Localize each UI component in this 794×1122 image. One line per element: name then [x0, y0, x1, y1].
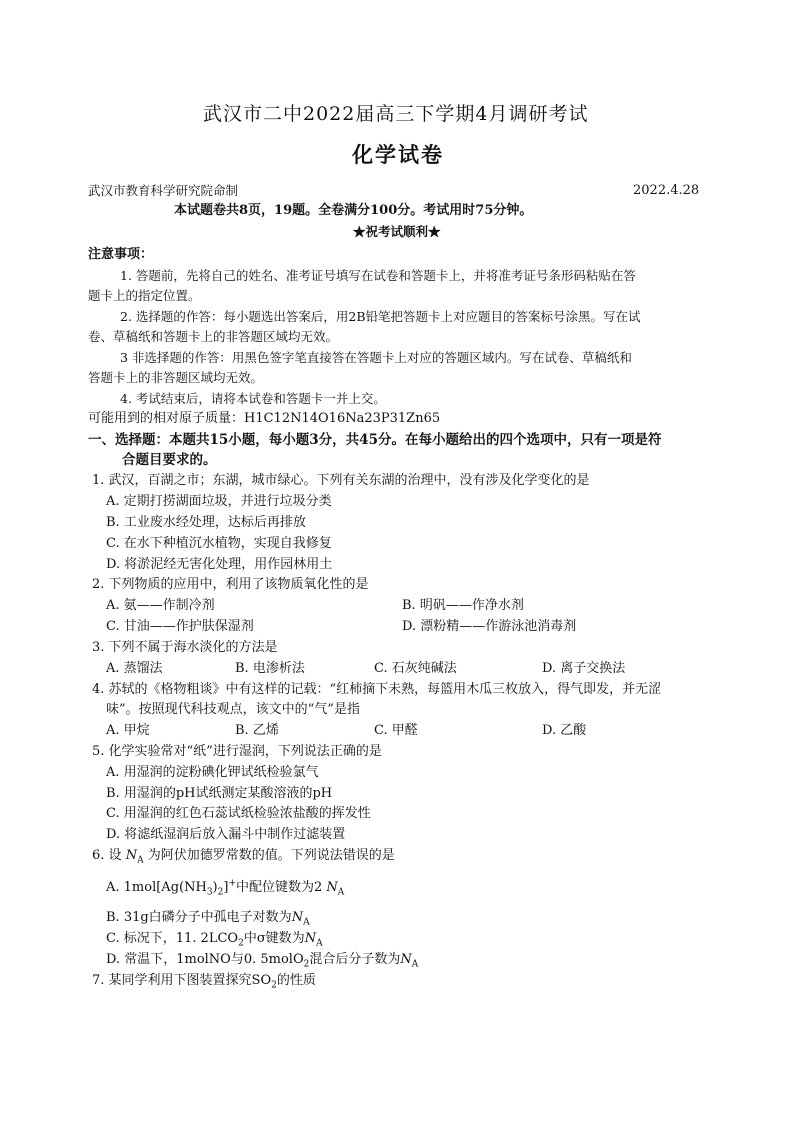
question-5-option-d: D. 将滤纸湿润后放入漏斗中制作过滤装置	[106, 827, 346, 842]
question-1-option-a: A. 定期打捞湖面垃圾，并进行垃圾分类	[106, 494, 332, 509]
avogadro-subscript: A	[137, 855, 144, 866]
question-2-option-b: B. 明矾——作净水剂	[402, 598, 524, 613]
section-1-line-1: 一、选择题：本题共15小题，每小题3分，共45分。在每小题给出的四个选项中，只有一项是符	[88, 432, 662, 448]
option-a-text: A. 1mol[Ag(NH	[106, 880, 207, 895]
question-4-stem-line-2: 味”。按照现代科技观点，该文中的“气”是指	[106, 702, 360, 717]
notes-heading: 注意事项：	[88, 247, 154, 262]
note-1a: 1. 答题前，先将自己的姓名、准考证号填写在试卷和答题卡上，并将准考证号条形码粘贴在答	[120, 268, 636, 283]
question-4-option-d: D. 乙酸	[542, 723, 587, 738]
question-4-option-c: C. 甲醛	[374, 723, 418, 738]
note-2a: 2. 选择题的作答：每小题选出答案后，用2B铅笔把答题卡上对应题目的答案标号涂黑。写在试	[120, 309, 641, 324]
avogadro-symbol: N	[400, 952, 412, 967]
option-a-paren: )	[212, 880, 218, 895]
avogadro-subscript: A	[303, 917, 310, 928]
question-3-option-c: C. 石灰纯碱法	[374, 661, 457, 676]
avogadro-subscript: A	[337, 887, 345, 898]
note-3a: 3 非选择题的作答：用黑色签字笔直接答在答题卡上对应的答题区域内。写在试卷、草稿纸和	[120, 350, 632, 365]
question-7-stem	[92, 973, 316, 989]
question-1-stem: 1. 武汉，百湖之市；东湖，城市绿心。下列有关东湖的治理中，没有涉及化学变化的是	[92, 473, 590, 488]
option-c-suffix: 中σ键数为	[243, 931, 305, 946]
question-3-option-d: D. 离子交换法	[542, 661, 626, 676]
option-a-bracket: ]	[223, 880, 229, 895]
question-5-option-c: C. 用湿润的红色石蕊试纸检验浓盐酸的挥发性	[106, 806, 371, 821]
option-d-text: D. 常温下，1molNO与0. 5molO	[106, 952, 304, 967]
avogadro-symbol: N	[291, 910, 304, 925]
question-7-stem-prefix: 7. 某同学利用下图装置探究SO	[92, 973, 272, 988]
avogadro-symbol: N	[125, 848, 138, 863]
option-c-sub: 2	[238, 938, 244, 949]
exam-date: 2022.4.28	[633, 183, 700, 198]
question-2-option-a: A. 氨——作制冷剂	[106, 598, 215, 613]
question-6-stem	[92, 848, 395, 864]
exam-title: 武汉市二中2022届高三下学期4月调研考试	[203, 103, 589, 125]
question-1-option-d: D. 将淤泥经无害化处理，用作园林用土	[106, 557, 333, 572]
exam-info: 本试题卷共8页，19题。全卷满分100分。考试用时75分钟。	[174, 203, 533, 218]
note-3b: 答题卡上的非答题区域均无效。	[88, 370, 264, 385]
option-a-suffix: 中配位键数为2	[235, 880, 323, 895]
note-2b: 卷、草稿纸和答题卡上的非答题区域均无效。	[88, 329, 339, 344]
note-1b: 题卡上的指定位置。	[88, 288, 201, 303]
option-a-charge: +	[228, 878, 236, 889]
atomic-masses: 可能用到的相对原子质量：H1C12N14O16Na23P31Zn65	[88, 411, 441, 426]
option-a-sub-2: 2	[217, 887, 224, 898]
question-2-option-c: C. 甘油——作护肤保湿剂	[106, 619, 254, 634]
question-2-stem: 2. 下列物质的应用中，利用了该物质氧化性的是	[92, 577, 369, 592]
question-1-option-c: C. 在水下种植沉水植物，实现自我修复	[106, 536, 332, 551]
avogadro-subscript: A	[411, 959, 419, 970]
section-1-line-2: 合题目要求的。	[122, 452, 217, 468]
option-d-suffix: 混合后分子数为	[309, 952, 401, 967]
option-c-text: C. 标况下，11. 2LCO	[106, 931, 239, 946]
question-3-stem: 3. 下列不属于海水淡化的方法是	[92, 640, 278, 655]
option-d-sub: 2	[303, 959, 310, 970]
exam-subtitle: 化学试卷	[352, 142, 444, 167]
question-4-option-a: A. 甲烷	[106, 723, 150, 738]
exam-wish: ★祝考试顺利★	[353, 224, 441, 239]
question-5-option-b: B. 用湿润的pH试纸测定某酸溶液的pH	[106, 786, 333, 801]
question-3-option-b: B. 电渗析法	[235, 661, 305, 676]
avogadro-symbol: N	[304, 931, 317, 946]
question-4-stem-line-1: 4. 苏轼的《格物粗谈》中有这样的记载：“红柿摘下未熟，每篮用木瓜三枚放入，得气即发，并无涩	[92, 682, 662, 697]
question-6-option-b	[106, 910, 310, 926]
question-6-stem-suffix: 为阿伏加德罗常数的值。下列说法错误的是	[147, 848, 395, 863]
question-1-option-b: B. 工业废水经处理，达标后再排放	[106, 515, 306, 530]
question-5-stem: 5. 化学实验常对“纸”进行湿润，下列说法正确的是	[92, 744, 382, 759]
question-6-option-a	[106, 880, 344, 896]
question-5-option-a: A. 用湿润的淀粉碘化钾试纸检验氯气	[106, 765, 319, 780]
question-3-option-a: A. 蒸馏法	[106, 661, 163, 676]
question-4-option-b: B. 乙烯	[235, 723, 279, 738]
question-2-option-d: D. 漂粉精——作游泳池消毒剂	[402, 619, 577, 634]
question-6-option-c	[106, 931, 323, 947]
question-6-stem-prefix: 6. 设	[92, 848, 122, 863]
question-7-sub: 2	[271, 980, 277, 991]
avogadro-symbol: N	[326, 880, 338, 895]
option-a-sub-3: 3	[206, 887, 213, 898]
note-4: 4. 考试结束后，请将本试卷和答题卡一并上交。	[120, 391, 386, 406]
issuer: 武汉市教育科学研究院命制	[88, 183, 239, 198]
question-7-stem-suffix: 的性质	[276, 973, 316, 988]
avogadro-subscript: A	[316, 938, 323, 949]
question-6-option-d	[106, 952, 418, 968]
option-b-text: B. 31g白磷分子中孤电子对数为	[106, 910, 292, 925]
